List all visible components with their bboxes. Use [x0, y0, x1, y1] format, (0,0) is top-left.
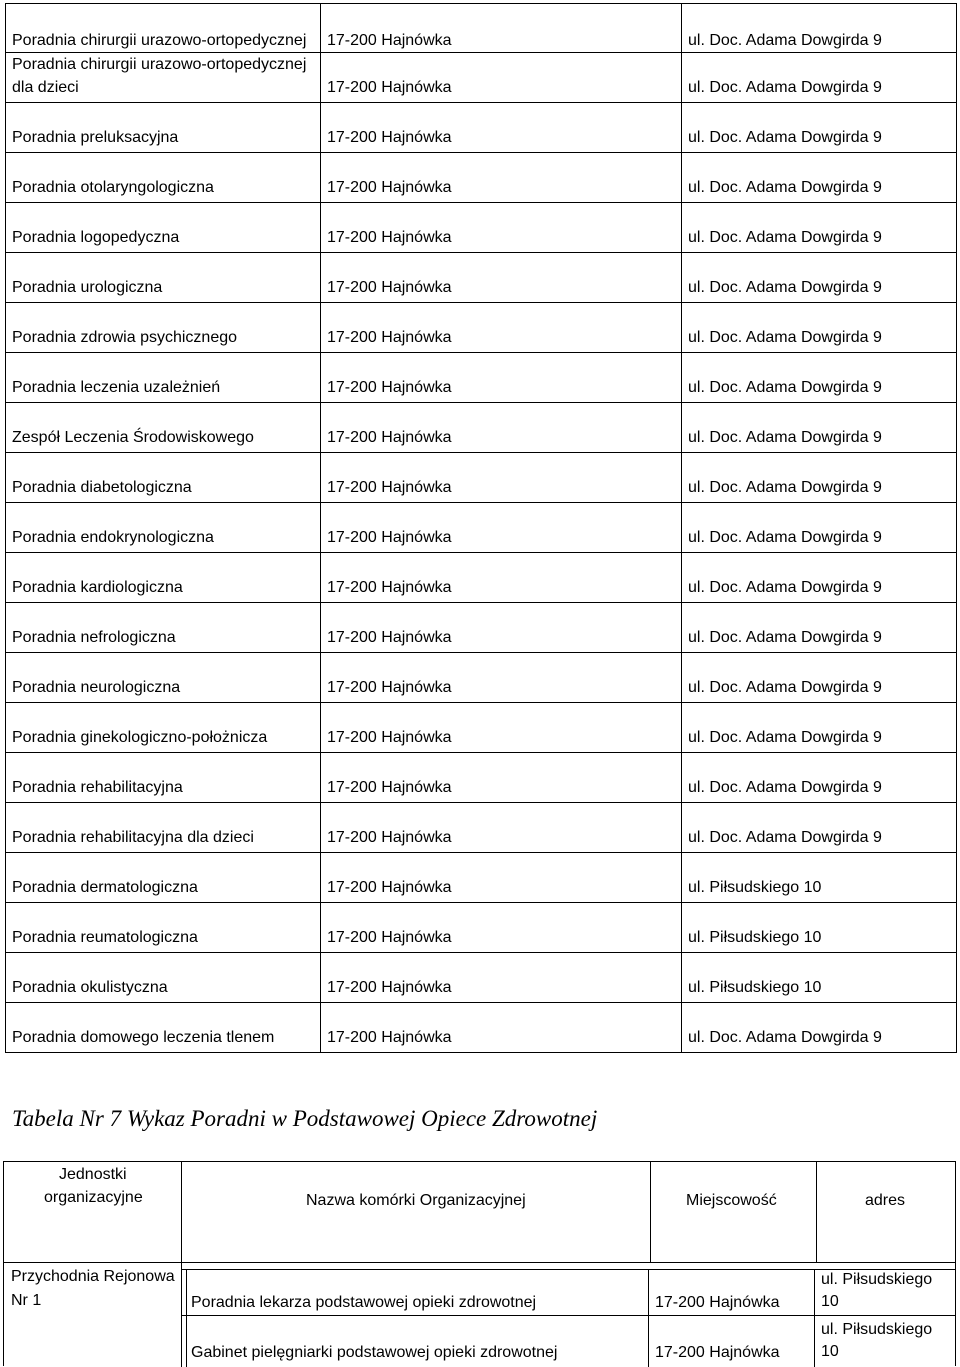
clinic-city: 17-200 Hajnówka — [321, 153, 682, 203]
clinic-address: ul. Doc. Adama Dowgirda 9 — [682, 53, 957, 103]
table-row — [6, 203, 957, 253]
clinic-address: ul. Doc. Adama Dowgirda 9 — [682, 703, 957, 753]
clinic-city: 17-200 Hajnówka — [321, 453, 682, 503]
clinic-address: ul. Doc. Adama Dowgirda 9 — [682, 653, 957, 703]
header-cell-name: Nazwa komórki Organizacyjnej — [306, 1192, 526, 1209]
row1-address-line2: 10 — [821, 1293, 839, 1310]
clinic-address: ul. Doc. Adama Dowgirda 9 — [682, 803, 957, 853]
col-divider — [650, 1162, 651, 1262]
header-unit-line2: organizacyjne — [44, 1189, 143, 1206]
table-row — [6, 703, 957, 753]
table-row — [6, 103, 957, 153]
clinics-table — [5, 3, 957, 1053]
table-row — [6, 553, 957, 603]
row2-name: Gabinet pielęgniarki podstawowej opieki zdrowotnej — [191, 1344, 558, 1361]
clinic-address: ul. Doc. Adama Dowgirda 9 — [682, 603, 957, 653]
row-divider — [182, 1315, 955, 1316]
clinic-city: 17-200 Hajnówka — [321, 603, 682, 653]
clinic-address: ul. Doc. Adama Dowgirda 9 — [682, 153, 957, 203]
clinic-name: Poradnia rehabilitacyjna — [6, 753, 321, 803]
table-row — [6, 853, 957, 903]
clinic-name: Zespół Leczenia Środowiskowego — [6, 403, 321, 453]
table-caption: Tabela Nr 7 Wykaz Poradni w Podstawowej Opiece Zdrowotnej — [12, 1106, 598, 1131]
table-row — [6, 353, 957, 403]
clinic-address: ul. Doc. Adama Dowgirda 9 — [682, 453, 957, 503]
clinic-name: Poradnia dermatologiczna — [6, 853, 321, 903]
header-unit-line1: Jednostki — [59, 1166, 127, 1183]
clinic-name: Poradnia chirurgii urazowo-ortopedycznej — [6, 4, 321, 53]
clinic-address: ul. Doc. Adama Dowgirda 9 — [682, 103, 957, 153]
clinic-city: 17-200 Hajnówka — [321, 203, 682, 253]
clinic-address: ul. Doc. Adama Dowgirda 9 — [682, 403, 957, 453]
table-row — [6, 4, 957, 53]
clinic-address: ul. Doc. Adama Dowgirda 9 — [682, 503, 957, 553]
clinic-city: 17-200 Hajnówka — [321, 353, 682, 403]
clinic-city: 17-200 Hajnówka — [321, 4, 682, 53]
clinic-name: Poradnia okulistyczna — [6, 953, 321, 1003]
clinic-address: ul. Piłsudskiego 10 — [682, 953, 957, 1003]
table-row — [6, 303, 957, 353]
clinic-name: Poradnia ginekologiczno-położnicza — [6, 703, 321, 753]
unit-line2: Nr 1 — [11, 1292, 42, 1309]
clinic-name: Poradnia urologiczna — [6, 253, 321, 303]
clinic-city: 17-200 Hajnówka — [321, 703, 682, 753]
clinic-address: ul. Doc. Adama Dowgirda 9 — [682, 303, 957, 353]
col-divider — [181, 1162, 182, 1367]
header-address: adres — [865, 1192, 906, 1209]
primary-care-table — [3, 1161, 956, 1366]
clinic-name: Poradnia leczenia uzależnień — [6, 353, 321, 403]
clinic-city: 17-200 Hajnówka — [321, 653, 682, 703]
clinic-address: ul. Doc. Adama Dowgirda 9 — [682, 4, 957, 53]
clinic-address: ul. Doc. Adama Dowgirda 9 — [682, 753, 957, 803]
table-row — [6, 453, 957, 503]
clinic-city: 17-200 Hajnówka — [321, 853, 682, 903]
clinic-address: ul. Doc. Adama Dowgirda 9 — [682, 203, 957, 253]
clinic-name: Poradnia nefrologiczna — [6, 603, 321, 653]
clinic-name: Poradnia neurologiczna — [6, 653, 321, 703]
clinic-address: ul. Doc. Adama Dowgirda 9 — [682, 1003, 957, 1053]
table-row — [6, 753, 957, 803]
table-row — [6, 153, 957, 203]
clinic-city: 17-200 Hajnówka — [321, 953, 682, 1003]
table-row — [6, 903, 957, 953]
clinic-address: ul. Piłsudskiego 10 — [682, 853, 957, 903]
row2-city: 17-200 Hajnówka — [655, 1344, 780, 1361]
col-divider — [648, 1269, 649, 1367]
clinic-city: 17-200 Hajnówka — [321, 253, 682, 303]
row2-address-line1: ul. Piłsudskiego — [821, 1321, 933, 1338]
table-row — [6, 1003, 957, 1053]
col-divider — [186, 1269, 187, 1367]
clinic-name: Poradnia reumatologiczna — [6, 903, 321, 953]
clinic-name: Poradnia domowego leczenia tlenem — [6, 1003, 321, 1053]
clinic-name: Poradnia zdrowia psychicznego — [6, 303, 321, 353]
table-row — [6, 403, 957, 453]
row1-name: Poradnia lekarza podstawowej opieki zdrowotnej — [191, 1294, 537, 1311]
clinic-address: ul. Piłsudskiego 10 — [682, 903, 957, 953]
clinic-city: 17-200 Hajnówka — [321, 103, 682, 153]
table-row — [6, 953, 957, 1003]
clinic-city: 17-200 Hajnówka — [321, 403, 682, 453]
row2-address-line2: 10 — [821, 1343, 839, 1360]
table-row — [6, 803, 957, 853]
table-row — [6, 653, 957, 703]
clinic-city: 17-200 Hajnówka — [321, 903, 682, 953]
col-divider — [814, 1269, 815, 1367]
clinic-address: ul. Doc. Adama Dowgirda 9 — [682, 353, 957, 403]
table-row — [6, 253, 957, 303]
clinic-city: 17-200 Hajnówka — [321, 503, 682, 553]
clinic-name: Poradnia logopedyczna — [6, 203, 321, 253]
clinic-city: 17-200 Hajnówka — [321, 753, 682, 803]
unit-line1: Przychodnia Rejonowa — [11, 1268, 175, 1285]
clinic-city: 17-200 Hajnówka — [321, 303, 682, 353]
clinic-name: Poradnia otolaryngologiczna — [6, 153, 321, 203]
clinic-address: ul. Doc. Adama Dowgirda 9 — [682, 553, 957, 603]
row-divider — [4, 1263, 955, 1264]
clinic-name: Poradnia rehabilitacyjna dla dzieci — [6, 803, 321, 853]
table-row — [6, 53, 957, 103]
row1-city: 17-200 Hajnówka — [655, 1294, 780, 1311]
col-divider — [816, 1162, 817, 1262]
clinic-name: Poradnia endokrynologiczna — [6, 503, 321, 553]
clinic-city: 17-200 Hajnówka — [321, 553, 682, 603]
clinic-city: 17-200 Hajnówka — [321, 803, 682, 853]
row1-address-line1: ul. Piłsudskiego — [821, 1271, 933, 1288]
clinic-name: Poradnia preluksacyjna — [6, 103, 321, 153]
clinic-name: Poradnia kardiologiczna — [6, 553, 321, 603]
clinic-city: 17-200 Hajnówka — [321, 53, 682, 103]
clinic-address: ul. Doc. Adama Dowgirda 9 — [682, 253, 957, 303]
clinic-name: Poradnia diabetologiczna — [6, 453, 321, 503]
header-city: Miejscowość — [686, 1192, 777, 1209]
table-row — [6, 503, 957, 553]
clinic-name: Poradnia chirurgii urazowo-ortopedycznej dla dzieci — [6, 53, 321, 103]
clinic-city: 17-200 Hajnówka — [321, 1003, 682, 1053]
table-row — [6, 603, 957, 653]
